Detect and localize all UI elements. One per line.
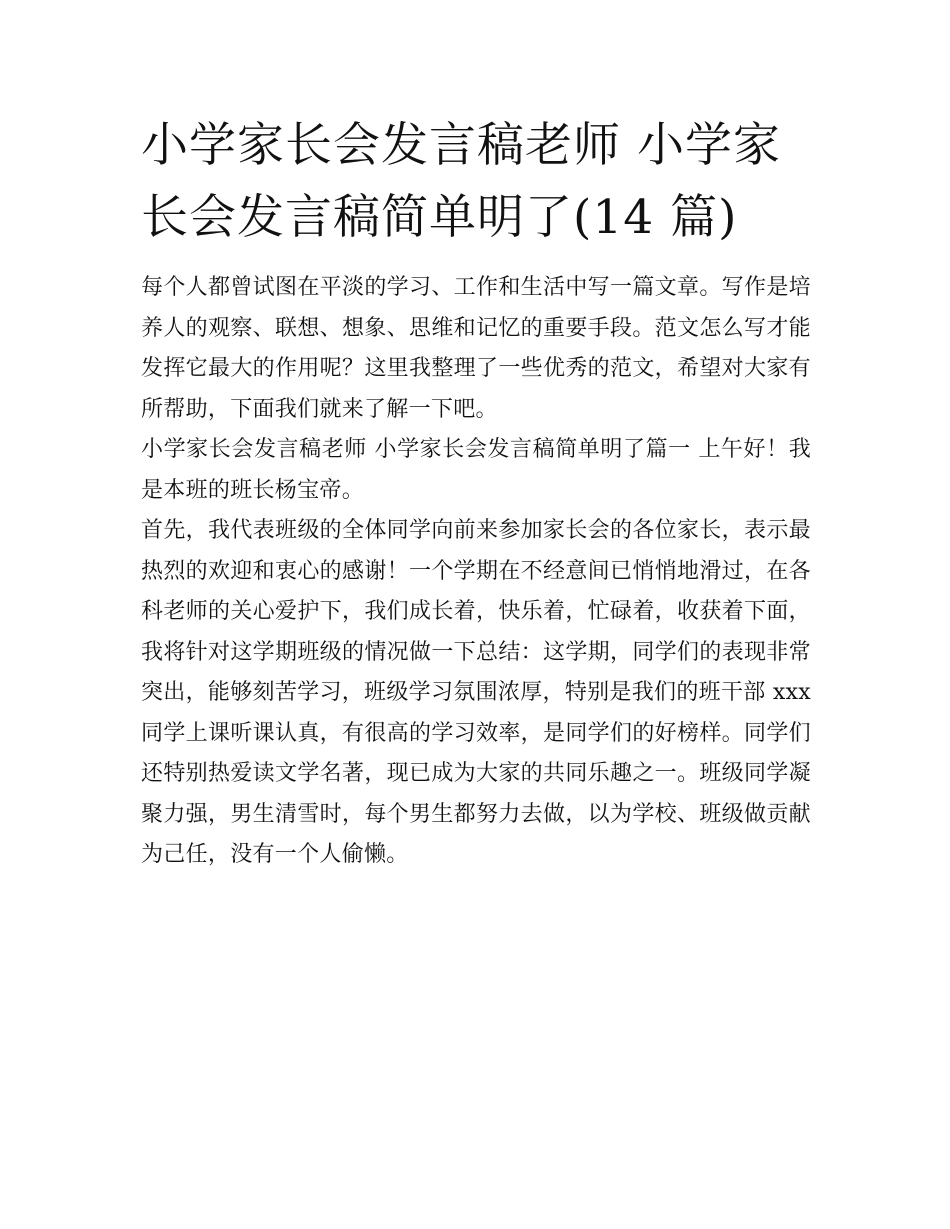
document-title: 小学家长会发言稿老师 小学家长会发言稿简单明了(14 篇) — [141, 118, 781, 245]
intro-paragraph: 每个人都曾试图在平淡的学习、工作和生活中写一篇文章。写作是培养人的观察、联想、想象、思维和记忆的重要手段。范文怎么写才能发挥它最大的作用呢？这里我整理了一些优秀的范文，希望对大家有所帮助，下面我们就来了解一下吧。 — [141, 275, 811, 422]
section-one-opening-paragraph: 小学家长会发言稿老师 小学家长会发言稿简单明了篇一 上午好！我是本班的班长杨宝帝。 — [141, 437, 811, 503]
class-summary-paragraph: 首先，我代表班级的全体同学向前来参加家长会的各位家长，表示最热烈的欢迎和衷心的感谢！一个学期在不经意间已悄悄地滑过，在各科老师的关心爱护下，我们成长着，快乐着，忙碌着，收获着下面，我将针对这学期班级的情况做一下总结：这学期，同学们的表现非常突出，能够刻苦学习，班级学习氛围浓厚，特别是我们的班干部 xxx 同学上课听课认真，有很高的学习效率，是同学们的好榜样。同学们还特别热爱读文学名著，现已成为大家的共同乐趣之一。班级同学凝聚力强，男生清雪时，每个男生都努力去做，以为学校、班级做贡献为己任，没有一个人偷懒。 — [141, 518, 811, 867]
document-page — [141, 110, 811, 876]
